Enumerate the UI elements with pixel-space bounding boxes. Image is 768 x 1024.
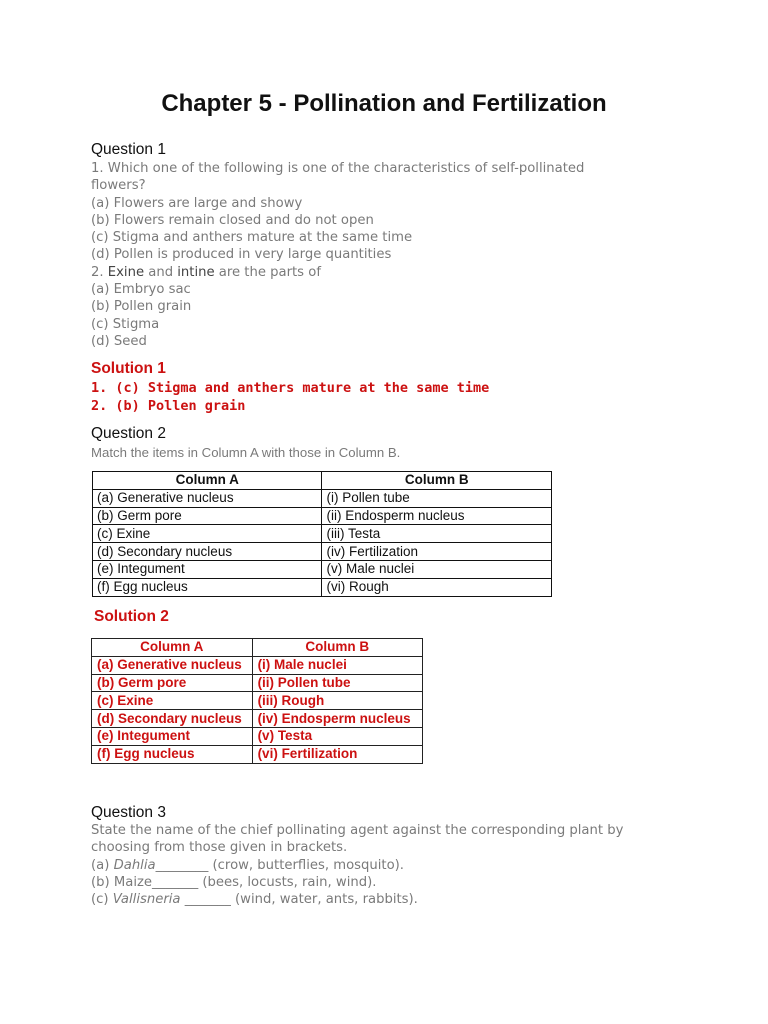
question-1-heading: Question 1 bbox=[91, 141, 166, 158]
question-3-body bbox=[91, 822, 671, 908]
plant-name: Dahlia bbox=[113, 857, 156, 873]
question-3-line: choosing from those given in brackets. bbox=[91, 840, 348, 856]
column-a-cell: (a) Generative nucleus bbox=[92, 656, 253, 674]
question-2-text: Match the items in Column A with those in Column B. bbox=[91, 445, 401, 460]
question-3-item bbox=[91, 857, 671, 874]
table-row bbox=[92, 745, 423, 763]
solution-1-answer: 1. (c) Stigma and anthers mature at the same time bbox=[91, 380, 490, 396]
column-a-cell: (c) Exine bbox=[92, 692, 253, 710]
question-1-sub-2-option: (b) Pollen grain bbox=[91, 299, 192, 315]
question-1-line: flowers? bbox=[91, 178, 146, 194]
solution-2-table bbox=[91, 638, 423, 764]
table-row bbox=[92, 674, 423, 692]
q2-prefix: 2. bbox=[91, 264, 108, 280]
q2-term-exine: Exine bbox=[107, 264, 145, 280]
question-3-item bbox=[91, 891, 671, 908]
table-row bbox=[93, 578, 552, 596]
table-row bbox=[93, 525, 552, 543]
question-1-sub-2-option: (d) Seed bbox=[91, 333, 147, 349]
column-a-cell: (d) Secondary nucleus bbox=[93, 543, 322, 561]
column-a-cell: (e) Integument bbox=[92, 727, 253, 745]
column-b-cell: (iv) Endosperm nucleus bbox=[252, 710, 422, 728]
solution-1-heading: Solution 1 bbox=[91, 360, 166, 377]
column-b-header: Column B bbox=[322, 472, 552, 490]
item-rest: _______ (wind, water, ants, rabbits). bbox=[180, 892, 418, 908]
table-row bbox=[92, 710, 423, 728]
solution-2-heading: Solution 2 bbox=[94, 608, 169, 625]
question-3-line: State the name of the chief pollinating agent against the corresponding plant by bbox=[91, 823, 624, 838]
table-header-row bbox=[93, 472, 552, 490]
column-b-cell: (ii) Pollen tube bbox=[252, 674, 422, 692]
column-a-cell: (f) Egg nucleus bbox=[93, 578, 322, 596]
column-b-cell: (iv) Fertilization bbox=[322, 543, 552, 561]
column-b-cell: (ii) Endosperm nucleus bbox=[322, 507, 552, 525]
table-row bbox=[92, 727, 423, 745]
table-row bbox=[93, 489, 552, 507]
column-a-cell: (f) Egg nucleus bbox=[92, 745, 253, 763]
question-3-heading: Question 3 bbox=[91, 804, 166, 821]
column-b-cell: (i) Male nuclei bbox=[252, 656, 422, 674]
column-a-header: Column A bbox=[92, 639, 253, 657]
q2-term-intine: intine bbox=[177, 264, 215, 280]
plant-name: Vallisneria bbox=[112, 892, 181, 908]
q2-and: and bbox=[144, 264, 178, 280]
solution-1-answers bbox=[91, 379, 489, 415]
item-prefix: (b) bbox=[91, 874, 114, 890]
column-a-cell: (b) Germ pore bbox=[92, 674, 253, 692]
column-a-header: Column A bbox=[93, 472, 322, 490]
question-3-item bbox=[91, 874, 671, 891]
question-2-table bbox=[92, 471, 552, 597]
question-2-heading: Question 2 bbox=[91, 425, 166, 442]
column-b-cell: (v) Male nuclei bbox=[322, 560, 552, 578]
solution-1-answer: 2. (b) Pollen grain bbox=[91, 398, 246, 414]
table-row bbox=[92, 692, 423, 710]
column-b-cell: (v) Testa bbox=[252, 727, 422, 745]
column-a-cell: (d) Secondary nucleus bbox=[92, 710, 253, 728]
table-header-row bbox=[92, 639, 423, 657]
column-b-cell: (vi) Fertilization bbox=[252, 745, 422, 763]
item-rest: ________ (crow, butterflies, mosquito). bbox=[155, 857, 404, 873]
column-a-cell: (c) Exine bbox=[93, 525, 322, 543]
question-1-option: (b) Flowers remain closed and do not open bbox=[91, 212, 374, 228]
question-1-option: (d) Pollen is produced in very large quantities bbox=[91, 247, 392, 263]
table-row bbox=[93, 507, 552, 525]
column-a-cell: (b) Germ pore bbox=[93, 507, 322, 525]
question-1-sub-2-option: (a) Embryo sac bbox=[91, 282, 191, 298]
column-b-cell: (i) Pollen tube bbox=[322, 489, 552, 507]
item-prefix: (a) bbox=[91, 857, 114, 873]
question-1-sub-2 bbox=[91, 264, 651, 281]
question-1-option: (c) Stigma and anthers mature at the same time bbox=[91, 230, 413, 246]
question-1-line: 1. Which one of the following is one of the characteristics of self-pollinated bbox=[91, 161, 585, 176]
q2-suffix: are the parts of bbox=[214, 264, 321, 280]
column-b-cell: (iii) Testa bbox=[322, 525, 552, 543]
plant-name: Maize bbox=[113, 874, 153, 890]
question-1-body bbox=[91, 160, 651, 350]
column-b-cell: (iii) Rough bbox=[252, 692, 422, 710]
column-b-header: Column B bbox=[252, 639, 422, 657]
column-b-cell: (vi) Rough bbox=[322, 578, 552, 596]
table-row bbox=[92, 656, 423, 674]
item-rest: _______ (bees, locusts, rain, wind). bbox=[152, 874, 377, 890]
table-row bbox=[93, 543, 552, 561]
column-a-cell: (a) Generative nucleus bbox=[93, 489, 322, 507]
question-1-option: (a) Flowers are large and showy bbox=[91, 195, 303, 211]
page-title: Chapter 5 - Pollination and Fertilization bbox=[161, 90, 607, 117]
table-row bbox=[93, 560, 552, 578]
question-1-sub-2-option: (c) Stigma bbox=[91, 316, 160, 332]
item-prefix: (c) bbox=[91, 892, 113, 908]
column-a-cell: (e) Integument bbox=[93, 560, 322, 578]
